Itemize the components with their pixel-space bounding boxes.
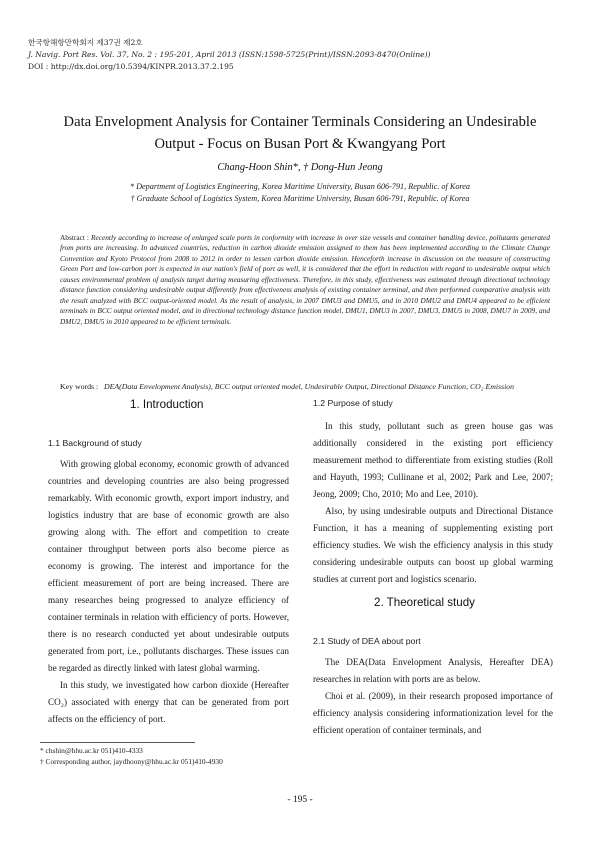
keywords-text: DEA(Data Envelopment Analysis), BCC output oriented model, Undesirable Output, Directional Distance Function, CO₂ Emission: [104, 382, 515, 391]
paper-title: [40, 111, 560, 155]
right-column-body-1: [313, 418, 553, 588]
journal-citation: J. Navig. Port Res. Vol. 37, No. 2 : 195-201, April 2013 (ISSN:1598-5725(Print)/ISSN:2093-8470(Online)): [28, 50, 431, 59]
affiliation-2: † Graduate School of Logistics System, Korea Maritime University, Busan 606-791, Republic. of Korea: [130, 194, 470, 203]
section-title-introduction: 1. Introduction: [130, 398, 204, 411]
subsection-title-purpose: 1.2 Purpose of study: [313, 398, 393, 408]
footnote-1: * chshin@hhu.ac.kr 051)410-4333: [40, 746, 143, 755]
subsection-title-background: 1.1 Background of study: [48, 438, 142, 448]
paragraph: In this study, we investigated how carbon dioxide (Hereafter CO₂) associated with energy that can be generated from port affects on the efficiency of port.: [48, 680, 289, 724]
title-line-2: Output - Focus on Busan Port & Kwangyang Port: [154, 136, 446, 152]
keywords-label: Key words :: [60, 382, 99, 391]
doi-line: DOI : http://dx.doi.org/10.5394/KINPR.2013.37.2.195: [28, 62, 234, 71]
footnote-2: † Corresponding author, jaydhoony@hhu.ac.kr 051)410-4930: [40, 757, 223, 766]
title-line-1: Data Envelopment Analysis for Container Terminals Considering an Undesirable: [63, 114, 537, 130]
abstract-text: Recently according to increase of enlarged scale ports in conformity with increase in over size vessels and container handling device, pollutants generated from ports are increasing. In advanced countries, reduction in carbon dioxide emission assigned to them has been implemented according to the Climate Change Convention and Kyoto Protocol from 2008 to 2012 in order to lessen carbon dioxide emission. Henceforth increase in discussion on the measure of constructing Green Port and low-carbon port is expected in our nation's field of port as well, it is considered that the effort in reduction with regard to undesirable output which causes environmental problem of analysis target during measuring effectiveness. Therefore, in this study, effectiveness was estimated through directional technology distance function considering undesirable output differently from effectiveness analysis of existing container terminal, and then performed comparative analysis with the result analyzed with BCC output-oriented model. As the result of analysis, in 2007 DMU3 and DMU5, and in 2010 DMU2 and DMU4 appeared to be efficient terminals in BCC output oriented model, and in directional technology distance function model, DMU1, DMU3 in 2007, DMU3, DMU5 in 2008, DMU7 in 2009, and DMU2, DMU5 in 2010 appeared to be efficient terminals.: [60, 233, 550, 326]
paragraph: With growing global economy, economic growth of advanced countries and developing countries are also being progressed remarkably. With economic growth, export import industry, and logistics industry that are base of economic growth are also growing along with. The effort and competition to create container throughput between ports also become pierce as economy is growing. The interest and importance for the efficient measurement of port are being increased. There are many researches being progressed to analyze efficiency of container terminals in relation with efficiency of ports. However, there is no research conducted yet about undesirable outputs generated from port, i.e., pollutants discharges. These issues can be regarded as directly linked with latest global warming.: [48, 459, 289, 673]
authors: Chang-Hoon Shin*, † Dong-Hun Jeong: [217, 162, 383, 173]
left-column-body: [48, 456, 289, 728]
affiliation-1: * Department of Logistics Engineering, Korea Maritime University, Busan 606-791, Republic. of Korea: [129, 182, 471, 191]
section-title-theoretical: 2. Theoretical study: [374, 596, 475, 609]
paragraph: Also, by using undesirable outputs and Directional Distance Function, it has a meaning of supplementing existing port efficiency studies. We wish the efficiency analysis in this study considering undesirable outputs can boost up global warming studies at current port and logistics scenario.: [313, 506, 553, 584]
footnote-divider: [40, 742, 195, 743]
abstract: [60, 233, 550, 327]
right-column-body-2: [313, 654, 553, 739]
paragraph: In this study, pollutant such as green house gas was additionally considered in the existing port efficiency measurement method to differentiate from existing studies (Roll and Hayuth, 1993; Cullinane et al, 2002; Park and Lee, 2007; Jeong, 2009; Cho, 2010; Mo and Lee, 2010).: [313, 421, 553, 499]
page-number: - 195 -: [287, 795, 313, 805]
abstract-label: Abstract :: [60, 233, 89, 242]
paragraph: Choi et al. (2009), in their research proposed importance of efficiency analysis considering informationization level for the efficient operation of container terminals, and: [313, 691, 553, 735]
subsection-title-dea: 2.1 Study of DEA about port: [313, 636, 421, 646]
journal-name-korean: 한국항해항만학회지 제37권 제2호: [28, 38, 143, 47]
paragraph: The DEA(Data Envelopment Analysis, Hereafter DEA) researches in relation with ports are as below.: [313, 657, 553, 684]
